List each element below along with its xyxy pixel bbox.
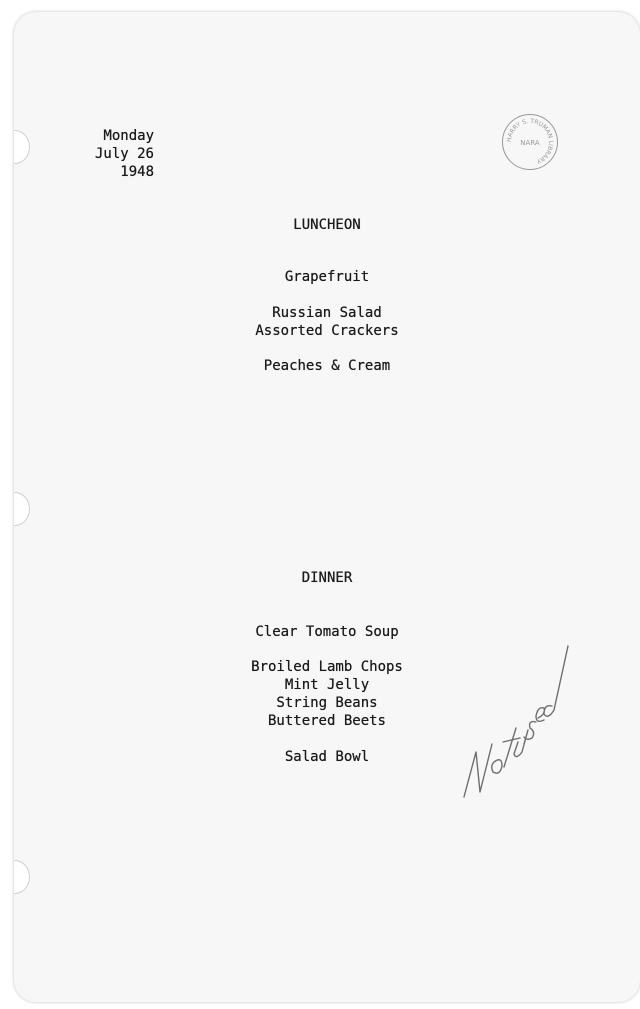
menu-page: [14, 12, 640, 1002]
dinner-item: String Beans: [276, 695, 378, 711]
dinner-item: Clear Tomato Soup: [255, 624, 399, 640]
punch-hole-bottom: [14, 860, 30, 894]
luncheon-item: Peaches & Cream: [263, 358, 391, 374]
dinner-item: Mint Jelly: [284, 677, 370, 693]
luncheon-heading: LUNCHEON: [293, 217, 361, 233]
luncheon-item: Assorted Crackers: [255, 323, 399, 339]
dinner-item: Salad Bowl: [284, 749, 370, 765]
handwritten-note: [454, 632, 574, 817]
library-stamp: [502, 114, 558, 170]
punch-hole-top: [14, 130, 30, 164]
stamp-ring-text: HARRY S. TRUMAN LIBRARY: [505, 117, 555, 165]
dinner-heading: DINNER: [301, 570, 353, 586]
punch-hole-middle: [14, 492, 30, 526]
dinner-item: Broiled Lamb Chops: [251, 659, 403, 675]
date-day: Monday: [103, 128, 154, 144]
dinner-item: Buttered Beets: [267, 713, 386, 729]
date-year: 1948: [120, 164, 154, 180]
date-month-day: July 26: [94, 146, 154, 162]
luncheon-item: Grapefruit: [284, 269, 370, 285]
stamp-center-text: NARA: [520, 139, 540, 147]
luncheon-item: Russian Salad: [272, 305, 382, 321]
